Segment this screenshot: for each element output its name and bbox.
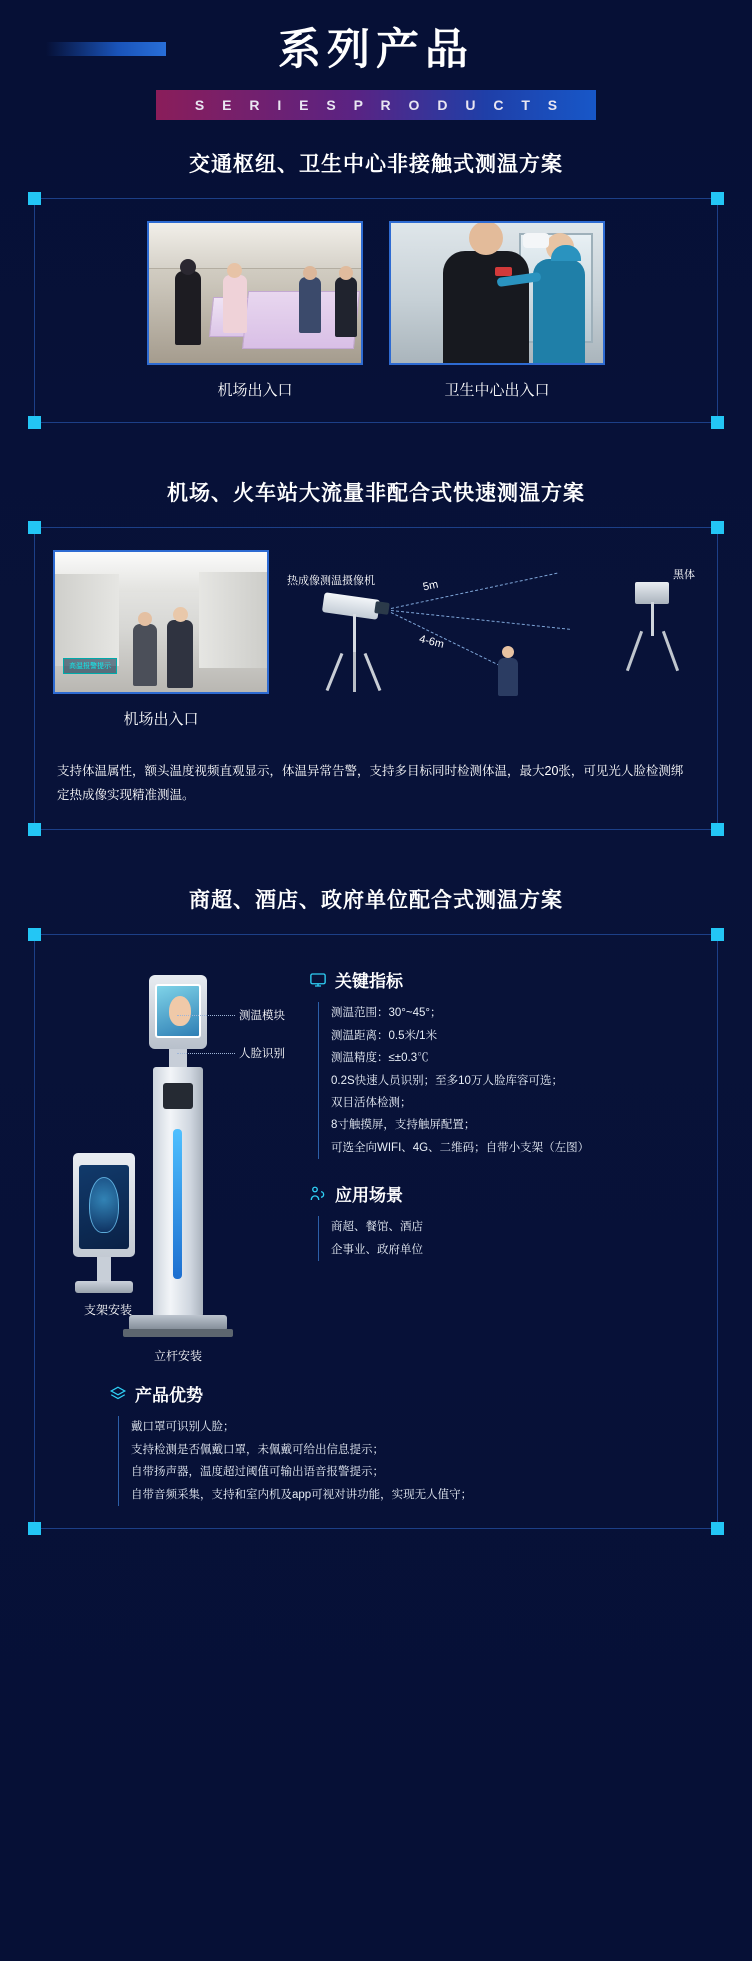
layers-icon <box>109 1385 127 1403</box>
corner-marker <box>28 823 41 836</box>
wall-right <box>199 572 267 668</box>
section-cooperative <box>0 884 752 1529</box>
photo-cell-corridor <box>53 550 269 729</box>
advantage-item: 戴口罩可识别人脸； <box>131 1421 235 1434</box>
spec-item: 测温距离：0.5米/1米 <box>331 1029 438 1042</box>
diagram-label-camera: 热成像测温摄像机 <box>287 574 375 587</box>
blackbody-unit <box>635 582 669 604</box>
person-head <box>502 646 514 658</box>
section-title-3: 商超、酒店、政府单位配合式测温方案 <box>189 889 563 913</box>
terminal-base-plate <box>123 1329 233 1337</box>
overlay-alert-tag: 高温报警提示 <box>63 658 117 674</box>
scenarios-block <box>309 1181 699 1261</box>
photo-cell-health-center <box>389 221 605 400</box>
advantages-list <box>118 1416 665 1506</box>
diagram-label-blackbody: 黑体 <box>673 568 695 581</box>
person-figure <box>167 620 193 688</box>
diagram-label-distance-bottom: 4-6m <box>417 632 446 651</box>
advantages-block <box>87 1381 665 1506</box>
camera-tripod <box>327 614 381 690</box>
monitor-icon <box>309 971 327 989</box>
corner-marker <box>711 928 724 941</box>
thermal-setup-diagram <box>287 550 699 740</box>
diagram-row <box>53 550 699 740</box>
section-2-description: 支持体温属性，额头温度视频直观显示，体温异常告警，支持多目标同时检测体温，最大20张，可见光人脸检测绑定热成像实现精准测温。 <box>57 763 684 802</box>
section-transport-hub <box>0 148 752 423</box>
corner-marker <box>711 1522 724 1535</box>
column-light-stripe <box>173 1129 182 1279</box>
page-title: 系列产品 <box>278 26 474 74</box>
key-specs-block <box>309 967 699 1159</box>
corner-marker <box>28 928 41 941</box>
corner-marker <box>28 416 41 429</box>
photo-airport-corridor <box>53 550 269 694</box>
spacer <box>0 830 752 856</box>
diagram-label-distance-top: 5m <box>421 578 440 594</box>
corner-marker <box>28 521 41 534</box>
header-decoration-bar <box>46 42 166 56</box>
corner-marker <box>711 416 724 429</box>
person-figure <box>133 624 157 686</box>
device-caption-bracket: 支架安装 <box>83 1303 132 1318</box>
terminal-column <box>153 1067 203 1317</box>
person-figure <box>335 277 357 337</box>
desk-terminal-stem <box>97 1257 111 1283</box>
walking-person-figure <box>497 646 519 696</box>
spec-item: 测温范围：30°~45°； <box>331 1007 442 1020</box>
spec-item: 可选全向WIFI、4G、二维码；自带小支架（左图） <box>331 1141 590 1154</box>
scenarios-heading: 应用场景 <box>335 1186 403 1206</box>
spec-item: 0.2S快速人员识别；至多10万人脸库容可选； <box>331 1074 563 1087</box>
terminal-head <box>149 975 207 1049</box>
spacer <box>0 423 752 449</box>
corner-marker <box>711 521 724 534</box>
blackbody-tripod <box>627 602 677 672</box>
sight-line <box>391 572 557 608</box>
spec-column <box>303 967 699 1367</box>
corner-marker <box>711 823 724 836</box>
section-frame-3 <box>34 934 718 1529</box>
advantages-heading-row <box>109 1381 665 1406</box>
key-specs-heading: 关键指标 <box>335 972 403 992</box>
section-frame-1 <box>34 198 718 423</box>
callout-temperature-module: 测温模块 <box>239 1007 285 1023</box>
page-header <box>0 0 752 120</box>
page-subtitle-bar <box>156 90 596 120</box>
key-specs-list <box>318 1002 699 1159</box>
spec-item: 双目活体检测； <box>331 1096 412 1109</box>
photo-health-center-entrance <box>389 221 605 365</box>
face-mask <box>523 233 549 248</box>
scenarios-list <box>318 1216 699 1261</box>
scenario-item: 企事业、政府单位 <box>331 1243 423 1256</box>
staff-figure <box>533 259 585 363</box>
bracket-mounted-terminal <box>59 1153 155 1323</box>
person-figure <box>299 277 321 333</box>
key-specs-heading-row <box>309 967 699 992</box>
desk-terminal-shell <box>73 1153 135 1257</box>
scenario-icon <box>309 1185 327 1203</box>
spec-item: 8寸触摸屏，支持触屏配置； <box>331 1119 476 1132</box>
photo-row <box>53 221 699 400</box>
wall-left <box>55 574 119 666</box>
scenarios-heading-row <box>309 1181 699 1206</box>
corner-marker <box>711 192 724 205</box>
advantages-heading: 产品优势 <box>135 1386 203 1406</box>
photo-caption: 卫生中心出入口 <box>444 381 550 399</box>
photo-airport-entrance <box>147 221 363 365</box>
person-body <box>498 658 518 696</box>
face-recognition-graphic <box>89 1177 119 1233</box>
photo-caption: 机场出入口 <box>123 710 199 728</box>
advantage-item: 自带扬声器，温度超过阈值可输出语音报警提示； <box>131 1466 384 1479</box>
photo-caption: 机场出入口 <box>217 381 293 399</box>
section-title-2: 机场、火车站大流量非配合式快速测温方案 <box>167 481 585 505</box>
terminal-screen <box>155 984 201 1038</box>
face-preview <box>169 996 191 1026</box>
photo-cell-airport <box>147 221 363 400</box>
scenario-item: 商超、餐馆、酒店 <box>331 1221 423 1234</box>
corner-marker <box>28 1522 41 1535</box>
person-figure <box>175 271 201 345</box>
corner-marker <box>28 192 41 205</box>
section-frame-2 <box>34 527 718 831</box>
spec-item: 测温精度：≤±0.3℃ <box>331 1052 429 1065</box>
kiosk-illustration-area <box>53 957 699 1367</box>
person-figure <box>223 275 247 333</box>
column-panel <box>163 1083 193 1109</box>
device-illustrations <box>53 967 303 1367</box>
page-subtitle: S E R I E S P R O D U C T S <box>194 96 565 113</box>
advantage-item: 支持检测是否佩戴口罩，未佩戴可给出信息提示； <box>131 1443 384 1456</box>
thermometer-device <box>495 267 512 276</box>
section-high-flow <box>0 477 752 831</box>
device-caption-pole: 立杆安装 <box>153 1349 202 1364</box>
callout-face-recognition: 人脸识别 <box>239 1045 285 1061</box>
thermal-camera-lens <box>374 601 390 615</box>
desk-terminal-screen <box>79 1165 129 1249</box>
person-figure <box>443 251 529 363</box>
section-title-1: 交通枢纽、卫生中心非接触式测温方案 <box>189 152 563 176</box>
desk-terminal-base <box>75 1281 133 1293</box>
advantage-item: 自带音频采集，支持和室内机及app可视对讲功能，实现无人值守； <box>131 1488 473 1501</box>
